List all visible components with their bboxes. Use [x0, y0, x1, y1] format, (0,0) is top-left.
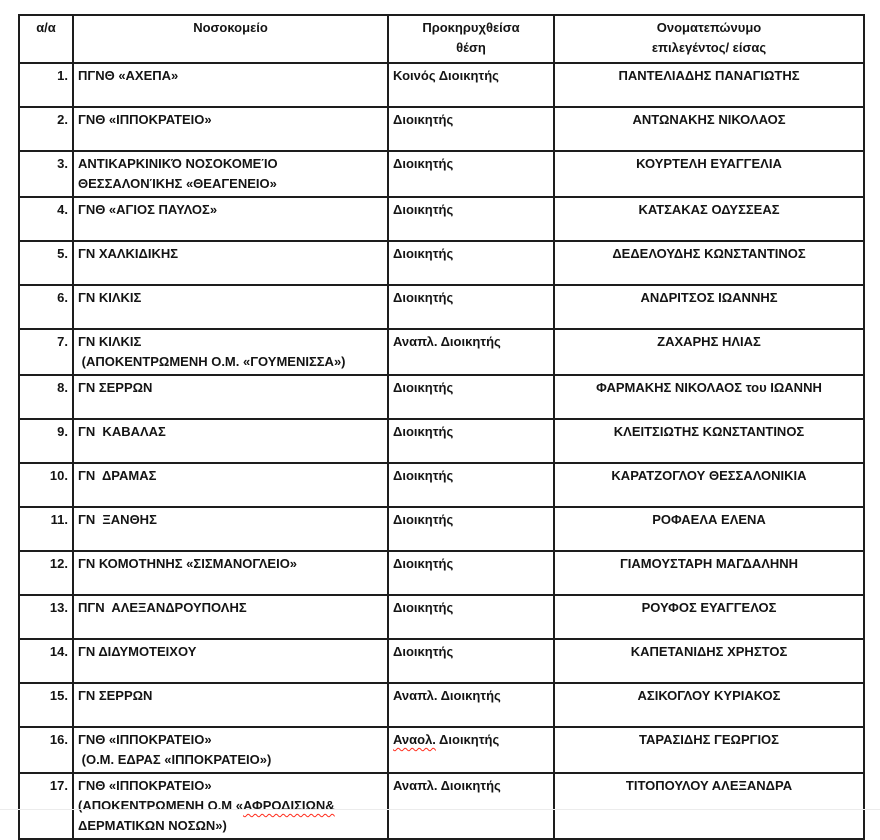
text-line — [78, 244, 383, 264]
text-run: ΡΟΥΦΟΣ ΕΥΑΓΓΕΛΟΣ — [641, 600, 777, 615]
text-run: Αναπλ. Διοικητής — [393, 778, 501, 793]
table-row — [19, 463, 864, 507]
table-row — [19, 639, 864, 683]
text-line — [78, 154, 383, 174]
text-line — [393, 510, 549, 530]
text-line — [559, 598, 859, 618]
text-line — [78, 554, 383, 574]
cell-position — [388, 683, 554, 727]
text-run: (Ο.Μ. ΕΔΡΑΣ «ΙΠΠΟΚΡΑΤΕΙΟ») — [78, 752, 272, 767]
text-run: Αναπλ. Διοικητής — [393, 334, 501, 349]
text-run: Διοικητής — [393, 556, 454, 571]
text-run: ΓΝ ΚΙΛΚΙΣ — [78, 334, 142, 349]
text-line — [78, 422, 383, 442]
cell-index: 12. — [19, 551, 73, 595]
cell-selected-name — [554, 107, 864, 151]
text-line — [78, 776, 383, 796]
text-run: ΓΝ ΔΙΔΥΜΟΤΕΙΧΟΥ — [78, 644, 197, 659]
text-run: Διοικητής — [393, 156, 454, 171]
cell-hospital — [73, 63, 388, 107]
text-run: ΚΛΕΙΤΣΙΩΤΗΣ ΚΩΝΣΤΑΝΤΙΝΟΣ — [613, 424, 805, 439]
text-line — [393, 466, 549, 486]
cell-hospital — [73, 285, 388, 329]
column-header-hospital — [73, 15, 388, 63]
text-line — [559, 554, 859, 574]
text-run: Διοικητής — [393, 600, 454, 615]
text-line — [78, 510, 383, 530]
column-header-line: επιλεγέντος/ είσας — [651, 40, 767, 55]
text-line — [393, 378, 549, 398]
cell-index: 9. — [19, 419, 73, 463]
text-line — [559, 378, 859, 398]
cell-index: 17. — [19, 773, 73, 839]
table-row — [19, 683, 864, 727]
table-row — [19, 241, 864, 285]
text-run: ΓΝ ΣΕΡΡΩΝ — [78, 688, 153, 703]
text-run: ΘΕΣΣΑΛΟΝΊΚΗΣ «ΘΕΑΓΕΝΕΙΟ» — [78, 176, 277, 191]
cell-position — [388, 241, 554, 285]
text-run: ΓΝΘ «ΙΠΠΟΚΡΑΤΕΙΟ» — [78, 112, 212, 127]
text-line — [393, 598, 549, 618]
misspelled-text-run: Αναολ. — [393, 732, 436, 747]
cell-hospital — [73, 329, 388, 375]
text-run: ΑΝΤΙΚΑΡΚΙΝΙΚΌ ΝΟΣΟΚΟΜΕΊΟ — [78, 156, 278, 171]
cell-hospital — [73, 107, 388, 151]
cell-hospital — [73, 551, 388, 595]
cell-hospital — [73, 419, 388, 463]
text-run: ΓΝ ΣΕΡΡΩΝ — [78, 380, 153, 395]
cell-hospital — [73, 507, 388, 551]
cell-hospital — [73, 197, 388, 241]
cell-hospital — [73, 241, 388, 285]
cell-index: 16. — [19, 727, 73, 773]
text-run: Διοικητής — [393, 202, 454, 217]
text-line — [559, 776, 859, 796]
text-run: ΓΝ ΚΟΜΟΤΗΝΗΣ «ΣΙΣΜΑΝΟΓΛΕΙΟ» — [78, 556, 298, 571]
text-line — [559, 642, 859, 662]
column-header-line: Ονοματεπώνυμο — [656, 20, 762, 35]
text-line — [78, 730, 383, 750]
table-row — [19, 551, 864, 595]
text-line — [559, 510, 859, 530]
text-run: ΓΝ ΚΙΛΚΙΣ — [78, 290, 142, 305]
cell-hospital — [73, 773, 388, 839]
text-line — [78, 750, 383, 770]
text-line — [393, 642, 549, 662]
text-line — [559, 730, 859, 750]
text-line — [393, 332, 549, 352]
cell-selected-name — [554, 375, 864, 419]
cell-position — [388, 595, 554, 639]
cell-selected-name — [554, 683, 864, 727]
cell-position — [388, 285, 554, 329]
cell-index: 1. — [19, 63, 73, 107]
text-line — [78, 200, 383, 220]
cell-hospital — [73, 375, 388, 419]
text-run: ΓΝΘ «ΙΠΠΟΚΡΑΤΕΙΟ» — [78, 732, 212, 747]
text-run: (ΑΠΟΚΕΝΤΡΩΜΕΝΗ Ο.Μ. «ΓΟΥΜΕΝΙΣΣΑ») — [78, 354, 346, 369]
text-run: ΦΑΡΜΑΚΗΣ ΝΙΚΟΛΑΟΣ του ΙΩΑΝΝΗ — [596, 380, 822, 395]
text-run: Διοικητής — [393, 468, 454, 483]
cell-position — [388, 463, 554, 507]
text-line — [559, 66, 859, 86]
cell-hospital — [73, 463, 388, 507]
column-header-line: Προκηρυχθείσα — [422, 20, 520, 35]
cell-selected-name — [554, 419, 864, 463]
text-line — [559, 288, 859, 308]
text-run: ΖΑΧΑΡΗΣ ΗΛΙΑΣ — [657, 334, 761, 349]
text-run: (ΑΠΟΚΕΝΤΡΩΜΕΝΗ Ο.Μ « — [78, 798, 243, 813]
text-run: ΓΝ ΔΡΑΜΑΣ — [78, 468, 157, 483]
text-line — [559, 686, 859, 706]
text-run: Διοικητής — [435, 732, 500, 747]
text-line — [78, 174, 383, 194]
cell-index: 2. — [19, 107, 73, 151]
cell-selected-name — [554, 507, 864, 551]
column-header-name — [554, 15, 864, 63]
cell-position — [388, 507, 554, 551]
cell-index: 8. — [19, 375, 73, 419]
text-run: ΓΙΑΜΟΥΣΤΑΡΗ ΜΑΓΔΑΛΗΝΗ — [619, 556, 799, 571]
text-run: ΑΝΤΩΝΑΚΗΣ ΝΙΚΟΛΑΟΣ — [632, 112, 786, 127]
cell-hospital — [73, 683, 388, 727]
table-header-row — [19, 15, 864, 63]
column-header-position — [388, 15, 554, 63]
cell-selected-name — [554, 151, 864, 197]
text-line — [559, 154, 859, 174]
table-row — [19, 329, 864, 375]
column-header-aa — [19, 15, 73, 63]
text-run: Διοικητής — [393, 644, 454, 659]
cell-selected-name — [554, 551, 864, 595]
cell-index: 14. — [19, 639, 73, 683]
text-run: Διοικητής — [393, 290, 454, 305]
text-line — [78, 66, 383, 86]
text-run: Διοικητής — [393, 380, 454, 395]
text-line — [393, 110, 549, 130]
text-line — [393, 288, 549, 308]
text-run: ΚΟΥΡΤΕΛΗ ΕΥΑΓΓΕΛΙΑ — [636, 156, 782, 171]
cell-hospital — [73, 595, 388, 639]
cell-selected-name — [554, 329, 864, 375]
text-run: Διοικητής — [393, 112, 454, 127]
table-row — [19, 107, 864, 151]
column-header-line: θέση — [456, 40, 486, 55]
cell-position — [388, 63, 554, 107]
text-run: ΠΑΝΤΕΛΙΑΔΗΣ ΠΑΝΑΓΙΩΤΗΣ — [618, 68, 800, 83]
cell-hospital — [73, 151, 388, 197]
cell-position — [388, 419, 554, 463]
text-line — [78, 378, 383, 398]
cell-selected-name — [554, 727, 864, 773]
text-line — [78, 466, 383, 486]
column-header-line: α/α — [36, 20, 56, 35]
text-line — [78, 796, 383, 816]
text-run: ΔΕΡΜΑΤΙΚΩΝ ΝΟΣΩΝ») — [78, 818, 227, 833]
cell-selected-name — [554, 197, 864, 241]
table-row — [19, 773, 864, 839]
text-run: ΔΕΔΕΛΟΥΔΗΣ ΚΩΝΣΤΑΝΤΙΝΟΣ — [612, 246, 806, 261]
table-row — [19, 285, 864, 329]
text-run: ΚΑΠΕΤΑΝΙΔΗΣ ΧΡΗΣΤΟΣ — [630, 644, 788, 659]
text-line — [78, 352, 383, 372]
cell-selected-name — [554, 595, 864, 639]
cell-index: 10. — [19, 463, 73, 507]
text-run: ΓΝΘ «ΑΓΙΟΣ ΠΑΥΛΟΣ» — [78, 202, 218, 217]
text-line — [78, 332, 383, 352]
text-line — [393, 730, 549, 750]
cell-position — [388, 151, 554, 197]
cell-position — [388, 773, 554, 839]
cell-position — [388, 375, 554, 419]
text-run: ΠΓΝΘ «ΑΧΕΠΑ» — [78, 68, 179, 83]
text-line — [559, 332, 859, 352]
text-line — [78, 686, 383, 706]
cell-position — [388, 329, 554, 375]
table-row — [19, 63, 864, 107]
text-line — [393, 554, 549, 574]
text-line — [559, 110, 859, 130]
appointments-table — [18, 14, 865, 840]
text-line — [559, 200, 859, 220]
cell-index: 13. — [19, 595, 73, 639]
text-line — [393, 154, 549, 174]
text-line — [78, 288, 383, 308]
cell-hospital — [73, 639, 388, 683]
cell-hospital — [73, 727, 388, 773]
text-run: ΠΓΝ ΑΛΕΞΑΝΔΡΟΥΠΟΛΗΣ — [78, 600, 247, 615]
cell-selected-name — [554, 63, 864, 107]
text-line — [78, 110, 383, 130]
column-header-line: Νοσοκομείο — [193, 20, 268, 35]
text-line — [559, 244, 859, 264]
text-run: Αναπλ. Διοικητής — [393, 688, 501, 703]
cell-index: 5. — [19, 241, 73, 285]
cell-selected-name — [554, 773, 864, 839]
text-line — [393, 422, 549, 442]
cell-position — [388, 197, 554, 241]
text-run: ΡΟΦΑΕΛΑ ΕΛΕΝΑ — [652, 512, 766, 527]
cell-index: 11. — [19, 507, 73, 551]
text-line — [78, 598, 383, 618]
table-row — [19, 151, 864, 197]
text-line — [393, 200, 549, 220]
text-run: ΤΙΤΟΠΟΥΛΟΥ ΑΛΕΞΑΝΔΡΑ — [625, 778, 793, 793]
cell-position — [388, 551, 554, 595]
text-run: Διοικητής — [393, 424, 454, 439]
cell-index: 7. — [19, 329, 73, 375]
text-run: Διοικητής — [393, 512, 454, 527]
text-run: ΓΝ ΞΑΝΘΗΣ — [78, 512, 157, 527]
cell-index: 3. — [19, 151, 73, 197]
cell-selected-name — [554, 241, 864, 285]
misspelled-text-run: ΑΦΡΟΔΙΣΙΩΝ& — [242, 798, 335, 813]
text-line — [559, 422, 859, 442]
cell-position — [388, 727, 554, 773]
text-run: ΚΑΡΑΤΖΟΓΛΟΥ ΘΕΣΣΑΛΟΝΙΚΙΑ — [611, 468, 807, 483]
cell-position — [388, 639, 554, 683]
table-row — [19, 375, 864, 419]
cell-index: 4. — [19, 197, 73, 241]
cell-position — [388, 107, 554, 151]
text-run: ΚΑΤΣΑΚΑΣ ΟΔΥΣΣΕΑΣ — [638, 202, 780, 217]
cell-selected-name — [554, 285, 864, 329]
table-row — [19, 727, 864, 773]
text-run: Διοικητής — [393, 246, 454, 261]
text-line — [393, 244, 549, 264]
text-run: ΑΝΔΡΙΤΣΟΣ ΙΩΑΝΝΗΣ — [640, 290, 778, 305]
text-run: ΓΝ ΧΑΛΚΙΔΙΚΗΣ — [78, 246, 179, 261]
table-row — [19, 419, 864, 463]
text-run: ΓΝΘ «ΙΠΠΟΚΡΑΤΕΙΟ» — [78, 778, 212, 793]
text-run: ΓΝ ΚΑΒΑΛΑΣ — [78, 424, 166, 439]
table-row — [19, 595, 864, 639]
text-line — [393, 776, 549, 796]
text-run: ΑΣΙΚΟΓΛΟΥ ΚΥΡΙΑΚΟΣ — [637, 688, 781, 703]
cell-index: 15. — [19, 683, 73, 727]
text-line — [393, 66, 549, 86]
cell-selected-name — [554, 639, 864, 683]
text-line — [78, 642, 383, 662]
text-line — [559, 466, 859, 486]
text-run: ΤΑΡΑΣΙΔΗΣ ΓΕΩΡΓΙΟΣ — [639, 732, 779, 747]
text-line — [78, 816, 383, 836]
text-run: Κοινός Διοικητής — [393, 68, 499, 83]
cell-index: 6. — [19, 285, 73, 329]
table-row — [19, 507, 864, 551]
text-line — [393, 686, 549, 706]
cell-selected-name — [554, 463, 864, 507]
table-row — [19, 197, 864, 241]
